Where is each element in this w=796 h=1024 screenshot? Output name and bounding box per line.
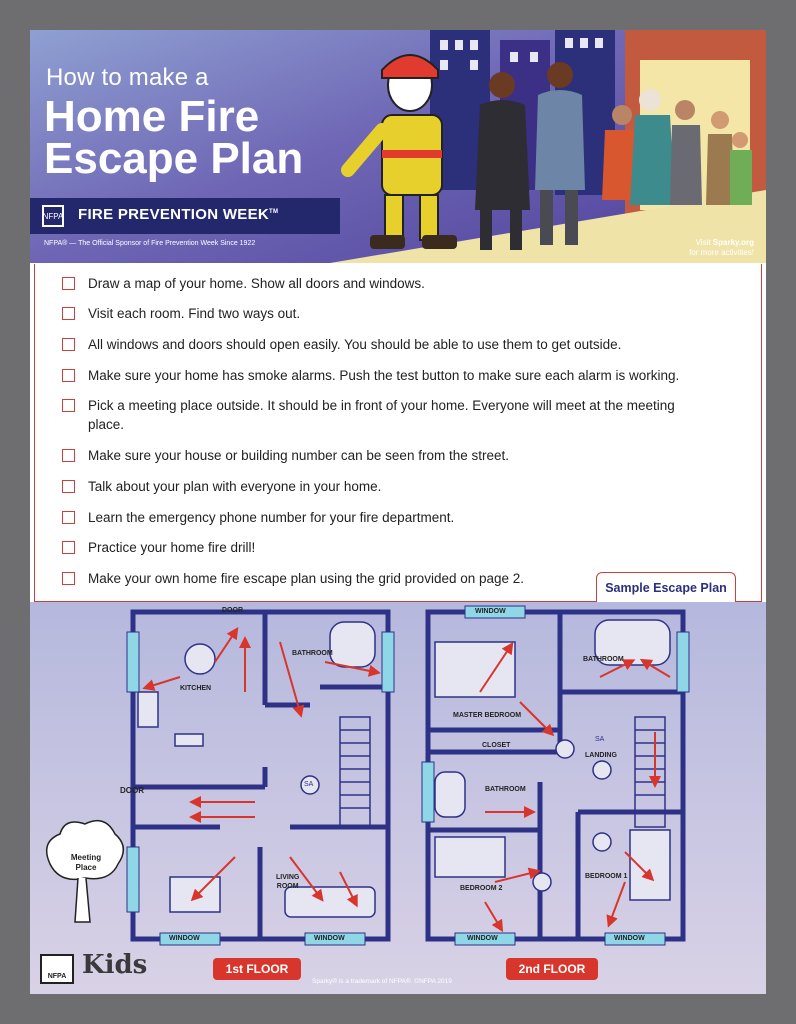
- checklist-item[interactable]: [62, 569, 598, 588]
- kitchen-label: KITCHEN: [180, 685, 212, 692]
- living-room-label: [276, 873, 299, 891]
- checkbox[interactable]: [62, 307, 75, 320]
- checkbox[interactable]: [62, 369, 75, 382]
- floor2-window-top: WINDOW: [475, 608, 506, 615]
- checkbox[interactable]: [62, 511, 75, 524]
- checklist-item-text: Visit each room. Find two ways out.: [88, 306, 301, 321]
- checkbox[interactable]: [62, 277, 75, 290]
- checkbox[interactable]: [62, 338, 75, 351]
- floor-plans: [30, 602, 766, 994]
- floor2-window-bottom-left: WINDOW: [467, 935, 498, 942]
- living-room-line2: ROOM: [276, 883, 299, 890]
- page-title-line1: Home Fire: [44, 92, 260, 141]
- checkbox[interactable]: [62, 399, 75, 412]
- checklist-item-text: Practice your home fire drill!: [88, 540, 256, 555]
- sample-escape-plan-tab: Sample Escape Plan: [596, 572, 736, 602]
- bedroom1-label: BEDROOM 1: [585, 873, 628, 880]
- checklist-item[interactable]: [62, 508, 728, 527]
- visit-site[interactable]: Sparky.org: [712, 238, 754, 247]
- checklist-item[interactable]: [62, 477, 728, 496]
- page-title-line2: Escape Plan: [44, 134, 304, 183]
- checklist-item[interactable]: [62, 396, 688, 434]
- trademark-notice: Sparky® is a trademark of NFPA®. ©NFPA 2019: [312, 978, 452, 985]
- closet-label: CLOSET: [482, 742, 511, 749]
- checklist-item[interactable]: [62, 366, 728, 385]
- checklist-item-text: Make sure your house or building number can be seen from the street.: [88, 448, 509, 463]
- header-banner: [30, 30, 766, 263]
- floor2-label: 2nd FLOOR: [506, 958, 598, 980]
- floor1-window-bottom-right: WINDOW: [314, 935, 345, 942]
- checkbox[interactable]: [62, 541, 75, 554]
- bedroom2-label: BEDROOM 2: [460, 885, 503, 892]
- floor1-door-top: DOOR: [222, 607, 243, 614]
- floor1-door-left: DOOR: [120, 786, 144, 795]
- floor1-window-bottom-left: WINDOW: [169, 935, 200, 942]
- checklist-item[interactable]: [62, 304, 728, 323]
- page-title: [44, 92, 304, 183]
- checkbox[interactable]: [62, 572, 75, 585]
- visit-prefix: Visit: [695, 238, 713, 247]
- meeting-place-line1: Meeting: [70, 853, 102, 862]
- fpw-tm: TM: [269, 209, 279, 215]
- checkbox[interactable]: [62, 480, 75, 493]
- floor2-sa-label: SA: [595, 736, 605, 743]
- title-small: How to make a: [46, 64, 209, 91]
- fpw-label: FIRE PREVENTION WEEK: [78, 206, 270, 223]
- visit-sparky: [689, 238, 754, 258]
- escape-route-arrows: [148, 632, 670, 927]
- checklist-item[interactable]: [62, 538, 728, 557]
- meeting-place-line2: Place: [75, 863, 97, 872]
- fire-prevention-week: [78, 206, 278, 223]
- checklist-item-text: Talk about your plan with everyone in your home.: [88, 479, 382, 494]
- floor2-bathroom-mid-label: BATHROOM: [485, 786, 526, 793]
- checkbox[interactable]: [62, 449, 75, 462]
- checklist-item[interactable]: [62, 446, 728, 465]
- floor2-window-bottom-right: WINDOW: [614, 935, 645, 942]
- checklist-item-text: Make sure your home has smoke alarms. Push the test button to make sure each alarm is working.: [88, 368, 680, 383]
- checklist-item-text: Make your own home fire escape plan using the grid provided on page 2.: [88, 571, 525, 586]
- floor1-label: 1st FLOOR: [213, 958, 301, 980]
- checklist-item[interactable]: [62, 335, 728, 354]
- nfpa-logo-icon: NFPA: [40, 954, 74, 984]
- floor2-bathroom-top-label: BATHROOM: [583, 656, 624, 663]
- nfpa-mark-icon: NFPA: [42, 205, 64, 227]
- worksheet-page: [30, 30, 766, 994]
- visit-suffix: for more activities!: [689, 248, 754, 257]
- landing-label: LANDING: [585, 752, 617, 759]
- checklist-item-text: Pick a meeting place outside. It should be in front of your home. Everyone will meet at the meeting place.: [88, 398, 675, 432]
- checklist-item[interactable]: [62, 274, 728, 293]
- meeting-place-label: [68, 853, 104, 873]
- checklist-item-text: Learn the emergency phone number for your fire department.: [88, 510, 455, 525]
- checklist-item-text: Draw a map of your home. Show all doors and windows.: [88, 276, 425, 291]
- master-bedroom-label: MASTER BEDROOM: [453, 712, 522, 719]
- sponsor-line: NFPA® — The Official Sponsor of Fire Prevention Week Since 1922: [44, 240, 256, 247]
- living-room-line1: LIVING: [276, 874, 300, 881]
- checklist-item-text: All windows and doors should open easily. You should be able to use them to get outside.: [88, 337, 622, 352]
- kids-logo: Kids: [82, 950, 148, 980]
- floor1-bathroom-label: BATHROOM: [292, 650, 333, 657]
- floor1-sa-label: SA: [304, 781, 314, 788]
